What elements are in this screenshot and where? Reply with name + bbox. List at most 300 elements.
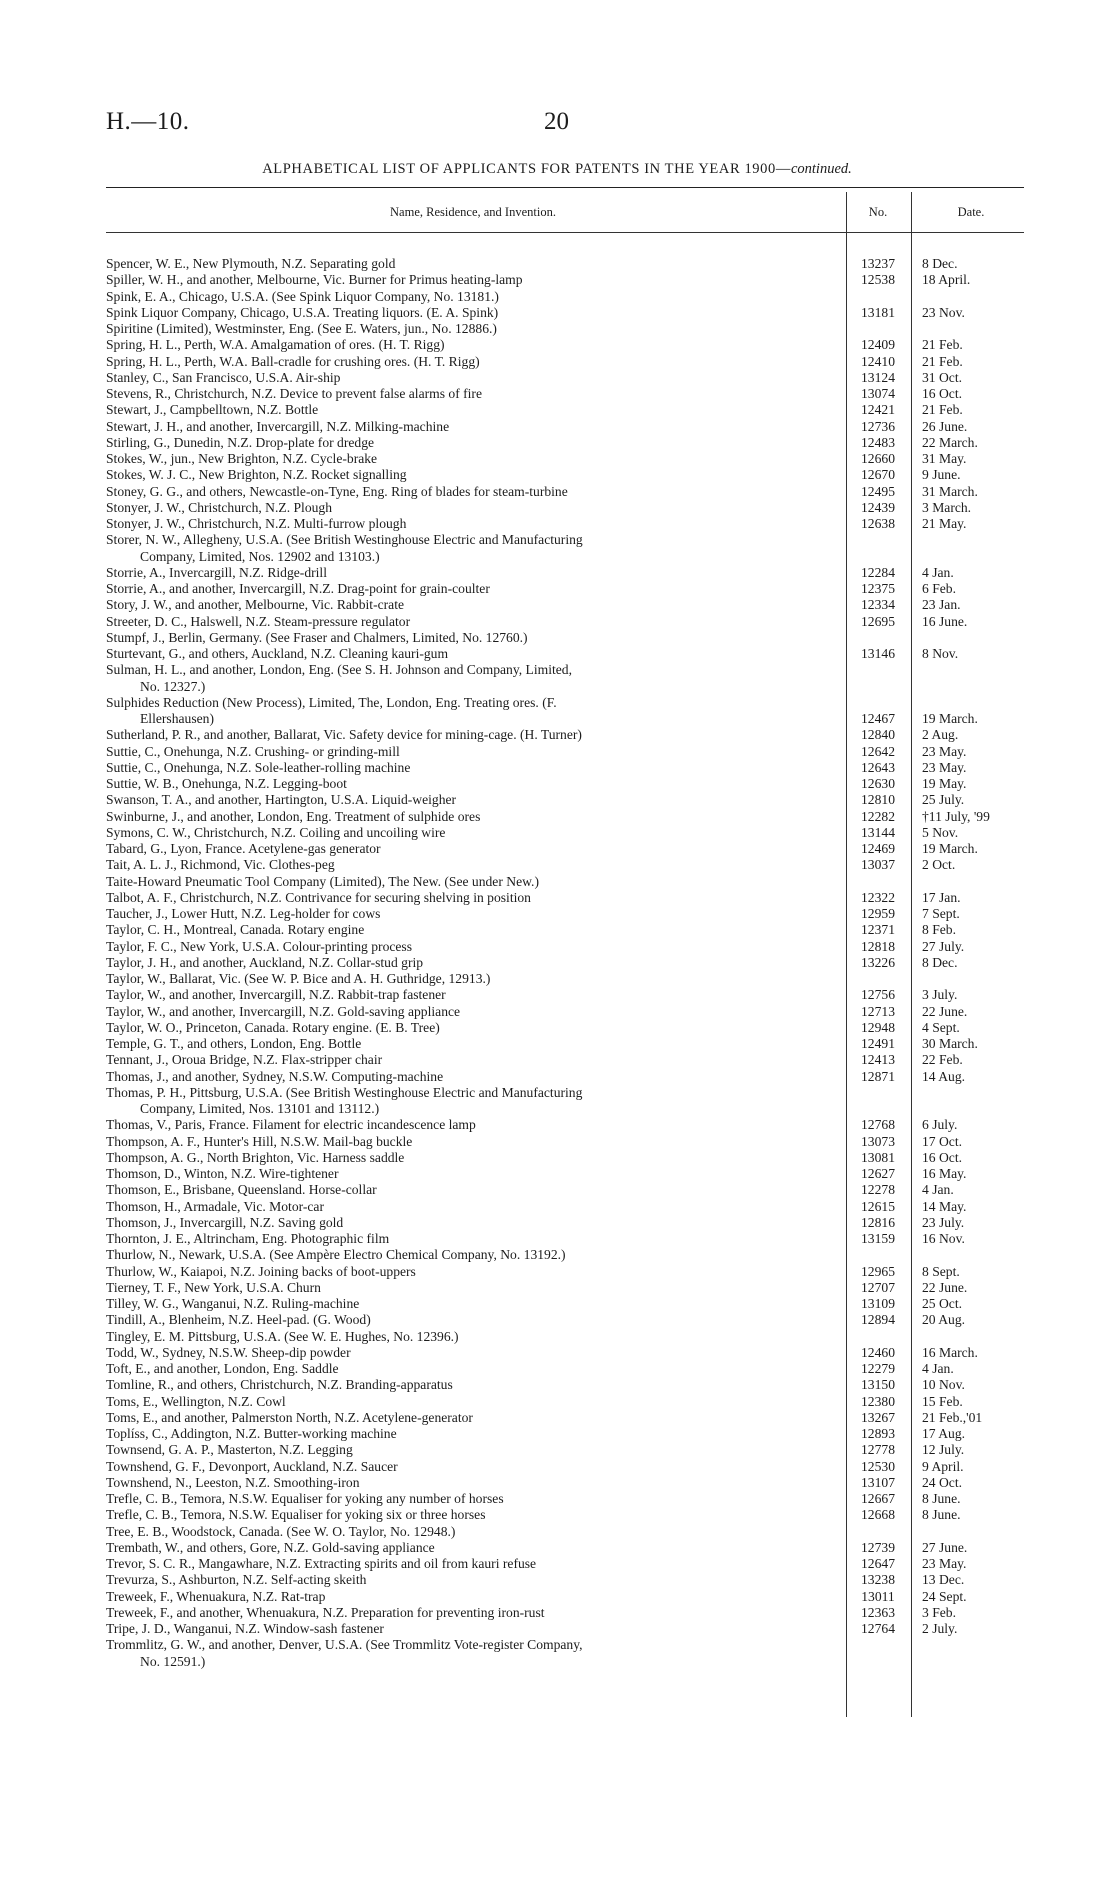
application-date: 22 Feb. xyxy=(922,1052,963,1068)
page-title-text: ALPHABETICAL LIST OF APPLICANTS FOR PATENTS IN THE YEAR 1900— xyxy=(262,161,791,177)
patent-number: 12810 xyxy=(861,792,895,808)
list-item xyxy=(0,1426,1114,1442)
patent-number: 13037 xyxy=(861,857,895,873)
application-date: 3 July. xyxy=(922,987,958,1003)
list-item xyxy=(0,760,1114,776)
list-item xyxy=(0,1621,1114,1637)
list-item xyxy=(0,662,1114,695)
entry-text: Tilley, W. G., Wanganui, N.Z. Ruling-machine xyxy=(106,1296,360,1311)
entry-text: Taylor, W. O., Princeton, Canada. Rotary engine. (E. B. Tree) xyxy=(106,1019,440,1035)
list-item xyxy=(0,1459,1114,1475)
patent-number: 12713 xyxy=(861,1003,895,1019)
list-item xyxy=(0,776,1114,792)
application-date: 23 May. xyxy=(922,759,967,775)
list-item xyxy=(0,809,1114,825)
entry-text: Taylor, W., and another, Invercargill, N.Z. Gold-saving appliance xyxy=(106,1003,461,1019)
entry-text: Taylor, J. H., and another, Auckland, N.Z. Collar-stud grip xyxy=(106,954,424,970)
patent-number: 13011 xyxy=(861,1588,895,1604)
list-item xyxy=(0,435,1114,451)
patent-number: 12278 xyxy=(861,1182,895,1198)
patent-number: 13226 xyxy=(861,954,895,970)
list-item xyxy=(0,1182,1114,1198)
patent-number: 12469 xyxy=(861,841,895,856)
application-date: 25 Oct. xyxy=(922,1296,963,1311)
entry-text: Townshend, G. F., Devonport, Auckland, N.Z. Saucer xyxy=(106,1458,398,1474)
list-item xyxy=(0,272,1114,288)
list-item xyxy=(0,1507,1114,1523)
application-date: 16 Nov. xyxy=(922,1231,965,1246)
application-date: 17 Aug. xyxy=(922,1426,966,1441)
patent-number: 13144 xyxy=(861,824,895,840)
list-item xyxy=(0,1540,1114,1556)
entry-text: Story, J. W., and another, Melbourne, Vic. Rabbit-crate xyxy=(106,597,405,613)
list-item xyxy=(0,1394,1114,1410)
entry-text: Thomson, J., Invercargill, N.Z. Saving gold xyxy=(106,1214,344,1230)
top-rule xyxy=(106,187,1024,188)
patent-number: 12375 xyxy=(861,581,895,596)
application-date: 24 Oct. xyxy=(922,1474,963,1490)
application-date: 21 May. xyxy=(922,516,967,531)
patent-number: 12282 xyxy=(861,808,895,824)
list-item xyxy=(0,695,1114,728)
entry-text: Stewart, J., Campbelltown, N.Z. Bottle xyxy=(106,402,319,418)
list-item xyxy=(0,289,1114,305)
application-date: 21 Feb. xyxy=(922,337,963,353)
application-date: 17 Jan. xyxy=(922,889,961,905)
patent-number: 13073 xyxy=(861,1133,895,1149)
patent-number: 12840 xyxy=(861,727,895,743)
entry-text-continued: No. 12591.) xyxy=(140,1653,206,1669)
patent-number: 12413 xyxy=(861,1052,895,1068)
patent-number: 12965 xyxy=(861,1263,895,1279)
list-item xyxy=(0,370,1114,386)
list-item xyxy=(0,646,1114,662)
patent-number: 12615 xyxy=(861,1198,895,1214)
patent-number: 12279 xyxy=(861,1361,895,1376)
list-item xyxy=(0,1134,1114,1150)
list-item xyxy=(0,744,1114,760)
page-number: 20 xyxy=(544,108,569,135)
patent-number: 13081 xyxy=(861,1149,895,1165)
application-date: 10 Nov. xyxy=(922,1377,965,1393)
patent-number: 12959 xyxy=(861,906,895,921)
entry-text: Suttie, C., Onehunga, N.Z. Sole-leather-rolling machine xyxy=(106,759,411,775)
list-item xyxy=(0,857,1114,873)
application-date: 20 Aug. xyxy=(922,1312,966,1328)
patent-number: 12371 xyxy=(861,922,895,938)
application-date: 6 Feb. xyxy=(922,581,956,596)
patent-number: 12638 xyxy=(861,516,895,531)
entry-text: Taucher, J., Lower Hutt, N.Z. Leg-holder for cows xyxy=(106,906,381,921)
patent-number: 12439 xyxy=(861,499,895,515)
entry-text: Thompson, A. G., North Brighton, Vic. Harness saddle xyxy=(106,1149,405,1165)
list-item xyxy=(0,256,1114,272)
patent-number: 12495 xyxy=(861,483,895,499)
patent-number: 12467 xyxy=(861,711,895,726)
patent-number: 12736 xyxy=(861,418,895,434)
application-date: 8 Feb. xyxy=(922,922,956,938)
list-item xyxy=(0,581,1114,597)
list-item xyxy=(0,597,1114,613)
entry-text: Stevens, R., Christchurch, N.Z. Device to prevent false alarms of fire xyxy=(106,386,482,401)
document-code: H.—10. xyxy=(106,108,190,135)
patent-number: 12380 xyxy=(861,1393,895,1409)
application-date: 13 Dec. xyxy=(922,1572,965,1588)
application-date: 14 Aug. xyxy=(922,1068,966,1084)
patent-number: 12764 xyxy=(861,1621,895,1636)
entry-text: Symons, C. W., Christchurch, N.Z. Coiling and uncoiling wire xyxy=(106,824,446,840)
list-item xyxy=(0,906,1114,922)
list-item xyxy=(0,451,1114,467)
application-date: 2 Aug. xyxy=(922,727,959,743)
patent-number: 13267 xyxy=(861,1409,895,1425)
patent-number: 13150 xyxy=(861,1377,895,1393)
application-date: 16 May. xyxy=(922,1166,967,1181)
entry-text: Temple, G. T., and others, London, Eng. Bottle xyxy=(106,1036,362,1051)
list-item xyxy=(0,1475,1114,1491)
application-date: 21 Feb.,'01 xyxy=(922,1409,983,1425)
application-date: 25 July. xyxy=(922,792,965,808)
list-item xyxy=(0,792,1114,808)
list-item xyxy=(0,1069,1114,1085)
list-item xyxy=(0,1329,1114,1345)
patent-number: 12871 xyxy=(861,1068,895,1084)
entry-text-continued: Ellershausen) xyxy=(140,711,214,726)
page-title xyxy=(0,161,1114,178)
list-item xyxy=(0,825,1114,841)
entry-text: Trembath, W., and others, Gore, N.Z. Gold-saving appliance xyxy=(106,1539,435,1555)
entry-text: Stumpf, J., Berlin, Germany. (See Fraser and Chalmers, Limited, No. 12760.) xyxy=(106,629,528,645)
application-date: 21 Feb. xyxy=(922,353,963,369)
list-item xyxy=(0,419,1114,435)
entry-text: Trevor, S. C. R., Mangawhare, N.Z. Extracting spirits and oil from kauri refuse xyxy=(106,1556,537,1571)
entry-text: Toft, E., and another, London, Eng. Saddle xyxy=(106,1361,339,1376)
entry-text-continued: Company, Limited, Nos. 12902 and 13103.) xyxy=(140,548,380,564)
entry-text: Tingley, E. M. Pittsburg, U.S.A. (See W. E. Hughes, No. 12396.) xyxy=(106,1328,459,1344)
entry-text: Taylor, W., Ballarat, Vic. (See W. P. Bice and A. H. Guthridge, 12913.) xyxy=(106,971,491,986)
entry-text: Sutherland, P. R., and another, Ballarat, Vic. Safety device for mining-cage. (H. Turner) xyxy=(106,727,582,743)
patent-number: 12670 xyxy=(861,467,895,483)
list-item xyxy=(0,1020,1114,1036)
patent-number: 12410 xyxy=(861,353,895,369)
entry-text: Toms, E., Wellington, N.Z. Cowl xyxy=(106,1393,286,1409)
application-date: 14 May. xyxy=(922,1198,967,1214)
entry-text: Spencer, W. E., New Plymouth, N.Z. Separating gold xyxy=(106,256,396,271)
application-date: 19 May. xyxy=(922,776,967,791)
list-item xyxy=(0,386,1114,402)
list-item xyxy=(0,402,1114,418)
application-date: 23 July. xyxy=(922,1214,965,1230)
application-date: 31 Oct. xyxy=(922,369,963,385)
application-date: 4 Jan. xyxy=(922,564,954,580)
entry-text: Thomas, V., Paris, France. Filament for electric incandescence lamp xyxy=(106,1117,476,1133)
patent-number: 12893 xyxy=(861,1426,895,1441)
list-item xyxy=(0,532,1114,565)
entry-text: Sulman, H. L., and another, London, Eng. (See S. H. Johnson and Company, Limited, xyxy=(106,662,572,678)
application-date: 12 July. xyxy=(922,1442,965,1458)
application-date: 8 June. xyxy=(922,1491,961,1506)
applicant-list xyxy=(0,256,1114,1670)
entry-text: Thomson, D., Winton, N.Z. Wire-tightener xyxy=(106,1166,339,1181)
patent-number: 12630 xyxy=(861,776,895,791)
entry-text: Treweek, F., and another, Whenuakura, N.Z. Preparation for preventing iron-rust xyxy=(106,1604,545,1620)
entry-text-continued: Company, Limited, Nos. 13101 and 13112.) xyxy=(140,1101,380,1116)
patent-number: 12707 xyxy=(861,1279,895,1295)
entry-text: Suttie, W. B., Onehunga, N.Z. Legging-boot xyxy=(106,776,347,791)
list-item xyxy=(0,922,1114,938)
patent-number: 12768 xyxy=(861,1117,895,1133)
application-date: 15 Feb. xyxy=(922,1393,963,1409)
patent-number: 12668 xyxy=(861,1507,895,1523)
patent-number: 12322 xyxy=(861,889,895,905)
list-item xyxy=(0,1264,1114,1280)
patent-number: 12667 xyxy=(861,1491,895,1506)
entry-text: Treweek, F., Whenuakura, N.Z. Rat-trap xyxy=(106,1588,326,1604)
application-date: 3 Feb. xyxy=(922,1604,956,1620)
entry-text: Tait, A. L. J., Richmond, Vic. Clothes-peg xyxy=(106,857,335,873)
entry-text: Spring, H. L., Perth, W.A. Amalgamation of ores. (H. T. Rigg) xyxy=(106,337,445,353)
patent-number: 12627 xyxy=(861,1166,895,1181)
entry-text: Tennant, J., Oroua Bridge, N.Z. Flax-stripper chair xyxy=(106,1052,383,1068)
list-item xyxy=(0,1150,1114,1166)
application-date: 9 April. xyxy=(922,1458,964,1474)
patent-number: 13159 xyxy=(861,1231,895,1246)
patent-number: 13107 xyxy=(861,1474,895,1490)
application-date: 4 Jan. xyxy=(922,1182,954,1198)
application-date: 23 May. xyxy=(922,1556,967,1571)
application-date: 19 March. xyxy=(922,711,978,726)
patent-number: 12334 xyxy=(861,597,895,613)
patent-number: 12483 xyxy=(861,434,895,450)
list-item xyxy=(0,1605,1114,1621)
patent-number: 12538 xyxy=(861,272,895,288)
entry-text: Streeter, D. C., Halswell, N.Z. Steam-pressure regulator xyxy=(106,613,411,629)
list-item xyxy=(0,484,1114,500)
list-item xyxy=(0,1052,1114,1068)
patent-number: 12363 xyxy=(861,1604,895,1620)
list-item xyxy=(0,1637,1114,1670)
application-date: 8 Dec. xyxy=(922,954,958,970)
entry-text: Stewart, J. H., and another, Invercargill, N.Z. Milking-machine xyxy=(106,418,450,434)
list-item xyxy=(0,1345,1114,1361)
patent-number: 12284 xyxy=(861,564,895,580)
patent-number: 12409 xyxy=(861,337,895,353)
entry-text: Tripe, J. D., Wanganui, N.Z. Window-sash fastener xyxy=(106,1621,384,1636)
patent-number: 12642 xyxy=(861,743,895,759)
application-date: 23 Nov. xyxy=(922,304,965,320)
application-date: 30 March. xyxy=(922,1036,978,1051)
list-item xyxy=(0,1199,1114,1215)
entry-text: Swanson, T. A., and another, Hartington, U.S.A. Liquid-weigher xyxy=(106,792,457,808)
entry-text: Spring, H. L., Perth, W.A. Ball-cradle for crushing ores. (H. T. Rigg) xyxy=(106,353,480,369)
entry-text: Taylor, C. H., Montreal, Canada. Rotary engine xyxy=(106,922,365,938)
patent-number: 12894 xyxy=(861,1312,895,1328)
list-item xyxy=(0,1247,1114,1263)
application-date: 22 June. xyxy=(922,1003,968,1019)
entry-text: Storrie, A., and another, Invercargill, N.Z. Drag-point for grain-coulter xyxy=(106,581,490,596)
entry-text: Spiritine (Limited), Westminster, Eng. (See E. Waters, jun., No. 12886.) xyxy=(106,321,497,336)
list-item xyxy=(0,337,1114,353)
entry-text: Stonyer, J. W., Christchurch, N.Z. Plough xyxy=(106,499,333,515)
application-date: 16 Oct. xyxy=(922,1149,963,1165)
entry-text: Thomson, H., Armadale, Vic. Motor-car xyxy=(106,1198,324,1214)
list-item xyxy=(0,727,1114,743)
application-date: 8 June. xyxy=(922,1507,961,1523)
column-header-no: No. xyxy=(868,205,888,219)
column-header-date: Date. xyxy=(957,205,985,219)
list-item xyxy=(0,987,1114,1003)
entry-text: Stonyer, J. W., Christchurch, N.Z. Multi-furrow plough xyxy=(106,516,407,531)
entry-text: Toplíss, C., Addington, N.Z. Butter-working machine xyxy=(106,1426,397,1441)
application-date: 2 July. xyxy=(922,1621,958,1636)
list-item xyxy=(0,500,1114,516)
entry-text: Tabard, G., Lyon, France. Acetylene-gas generator xyxy=(106,841,381,856)
list-item xyxy=(0,1312,1114,1328)
entry-text: Tierney, T. F., New York, U.S.A. Churn xyxy=(106,1279,321,1295)
application-date: 27 June. xyxy=(922,1539,968,1555)
application-date: 17 Oct. xyxy=(922,1133,963,1149)
patent-number: 13181 xyxy=(861,304,895,320)
application-date: 8 Nov. xyxy=(922,646,959,661)
application-date: 27 July. xyxy=(922,938,965,954)
list-item xyxy=(0,630,1114,646)
patent-number: 12643 xyxy=(861,759,895,775)
entry-text: Trommlitz, G. W., and another, Denver, U.S.A. (See Trommlitz Vote-register Company, xyxy=(106,1637,583,1653)
entry-text: Thurlow, N., Newark, U.S.A. (See Ampère Electro Chemical Company, No. 13192.) xyxy=(106,1247,566,1263)
entry-text: Sturtevant, G., and others, Auckland, N.Z. Cleaning kauri-gum xyxy=(106,646,449,661)
patent-number: 12739 xyxy=(861,1539,895,1555)
patent-number: 12818 xyxy=(861,938,895,954)
patent-number: 12778 xyxy=(861,1442,895,1458)
list-item xyxy=(0,1377,1114,1393)
application-date: 16 June. xyxy=(922,613,968,629)
list-item xyxy=(0,1231,1114,1247)
application-date: 18 April. xyxy=(922,272,971,288)
application-date: 31 March. xyxy=(922,483,978,499)
application-date: 4 Sept. xyxy=(922,1019,960,1035)
application-date: †11 July, '99 xyxy=(922,808,990,824)
application-date: 7 Sept. xyxy=(922,906,960,921)
list-item xyxy=(0,890,1114,906)
list-item xyxy=(0,1491,1114,1507)
list-item xyxy=(0,1442,1114,1458)
entry-text: Taylor, F. C., New York, U.S.A. Colour-printing process xyxy=(106,938,413,954)
page-title-suffix: continued. xyxy=(790,161,852,177)
list-item xyxy=(0,1004,1114,1020)
patent-number: 13146 xyxy=(861,646,895,661)
list-item xyxy=(0,939,1114,955)
entry-text: Townsend, G. A. P., Masterton, N.Z. Legging xyxy=(106,1442,353,1458)
patent-number: 13074 xyxy=(861,386,895,401)
entry-text: Storer, N. W., Allegheny, U.S.A. (See British Westinghouse Electric and Manufacturing xyxy=(106,532,583,548)
patent-number: 13238 xyxy=(861,1572,895,1588)
entry-text: Thompson, A. F., Hunter's Hill, N.S.W. Mail-bag buckle xyxy=(106,1133,413,1149)
application-date: 4 Jan. xyxy=(922,1361,954,1376)
list-item xyxy=(0,1361,1114,1377)
entry-text: Spink Liquor Company, Chicago, U.S.A. Treating liquors. (E. A. Spink) xyxy=(106,304,499,320)
application-date: 5 Nov. xyxy=(922,824,959,840)
application-date: 3 March. xyxy=(922,499,972,515)
patent-number: 13237 xyxy=(861,256,895,271)
entry-text: Spiller, W. H., and another, Melbourne, Vic. Burner for Primus heating-lamp xyxy=(106,272,523,288)
list-item xyxy=(0,874,1114,890)
entry-text-continued: No. 12327.) xyxy=(140,678,206,694)
list-item xyxy=(0,614,1114,630)
application-date: 8 Sept. xyxy=(922,1263,960,1279)
list-item xyxy=(0,1296,1114,1312)
patent-number: 12756 xyxy=(861,987,895,1003)
entry-text: Trefle, C. B., Temora, N.S.W. Equaliser for yoking six or three horses xyxy=(106,1507,486,1523)
application-date: 2 Oct. xyxy=(922,857,956,873)
entry-text: Stokes, W. J. C., New Brighton, N.Z. Rocket signalling xyxy=(106,467,407,483)
list-item xyxy=(0,467,1114,483)
entry-text: Townshend, N., Leeston, N.Z. Smoothing-iron xyxy=(106,1474,360,1490)
patent-number: 12816 xyxy=(861,1214,895,1230)
list-item xyxy=(0,1572,1114,1588)
patent-number: 12530 xyxy=(861,1458,895,1474)
patent-number: 12460 xyxy=(861,1344,895,1360)
patent-number: 13109 xyxy=(861,1296,895,1311)
column-header-name: Name, Residence, and Invention. xyxy=(390,205,556,219)
entry-text: Talbot, A. F., Christchurch, N.Z. Contrivance for securing shelving in position xyxy=(106,889,531,905)
list-item xyxy=(0,1036,1114,1052)
list-item xyxy=(0,516,1114,532)
entry-text: Tindill, A., Blenheim, N.Z. Heel-pad. (G. Wood) xyxy=(106,1312,371,1328)
application-date: 26 June. xyxy=(922,418,968,434)
application-date: 22 March. xyxy=(922,434,978,450)
patent-number: 12695 xyxy=(861,613,895,629)
list-item xyxy=(0,1215,1114,1231)
entry-text: Suttie, C., Onehunga, N.Z. Crushing- or grinding-mill xyxy=(106,743,400,759)
column-header-rule xyxy=(106,232,1024,233)
entry-text: Stoney, G. G., and others, Newcastle-on-Tyne, Eng. Ring of blades for steam-turbine xyxy=(106,483,568,499)
patent-number: 12660 xyxy=(861,451,895,466)
patent-number: 12647 xyxy=(861,1556,895,1571)
application-date: 9 June. xyxy=(922,467,961,483)
list-item xyxy=(0,1085,1114,1118)
entry-text: Tree, E. B., Woodstock, Canada. (See W. O. Taylor, No. 12948.) xyxy=(106,1523,456,1539)
patent-number: 12421 xyxy=(861,402,895,418)
entry-text: Thurlow, W., Kaiapoi, N.Z. Joining backs of boot-uppers xyxy=(106,1263,416,1279)
list-item xyxy=(0,971,1114,987)
entry-text: Taylor, W., and another, Invercargill, N.Z. Rabbit-trap fastener xyxy=(106,987,446,1003)
entry-text: Trefle, C. B., Temora, N.S.W. Equaliser for yoking any number of horses xyxy=(106,1491,504,1506)
list-item xyxy=(0,305,1114,321)
list-item xyxy=(0,354,1114,370)
application-date: 19 March. xyxy=(922,841,978,856)
list-item xyxy=(0,1410,1114,1426)
list-item xyxy=(0,1556,1114,1572)
application-date: 31 May. xyxy=(922,451,967,466)
entry-text: Sulphides Reduction (New Process), Limited, The, London, Eng. Treating ores. (F. xyxy=(106,694,557,710)
application-date: 24 Sept. xyxy=(922,1588,967,1604)
entry-text: Thomas, P. H., Pittsburg, U.S.A. (See British Westinghouse Electric and Manufacturing xyxy=(106,1084,583,1100)
entry-text: Thomson, E., Brisbane, Queensland. Horse-collar xyxy=(106,1182,377,1198)
entry-text: Thomas, J., and another, Sydney, N.S.W. Computing-machine xyxy=(106,1068,444,1084)
list-item xyxy=(0,321,1114,337)
list-item xyxy=(0,955,1114,971)
entry-text: Todd, W., Sydney, N.S.W. Sheep-dip powder xyxy=(106,1344,351,1360)
list-item xyxy=(0,1589,1114,1605)
list-item xyxy=(0,565,1114,581)
list-item xyxy=(0,1280,1114,1296)
entry-text: Toms, E., and another, Palmerston North, N.Z. Acetylene-generator xyxy=(106,1409,473,1425)
list-item xyxy=(0,1524,1114,1540)
entry-text: Stanley, C., San Francisco, U.S.A. Air-ship xyxy=(106,369,341,385)
entry-text: Stokes, W., jun., New Brighton, N.Z. Cycle-brake xyxy=(106,451,378,466)
application-date: 22 June. xyxy=(922,1279,968,1295)
list-item xyxy=(0,1117,1114,1133)
